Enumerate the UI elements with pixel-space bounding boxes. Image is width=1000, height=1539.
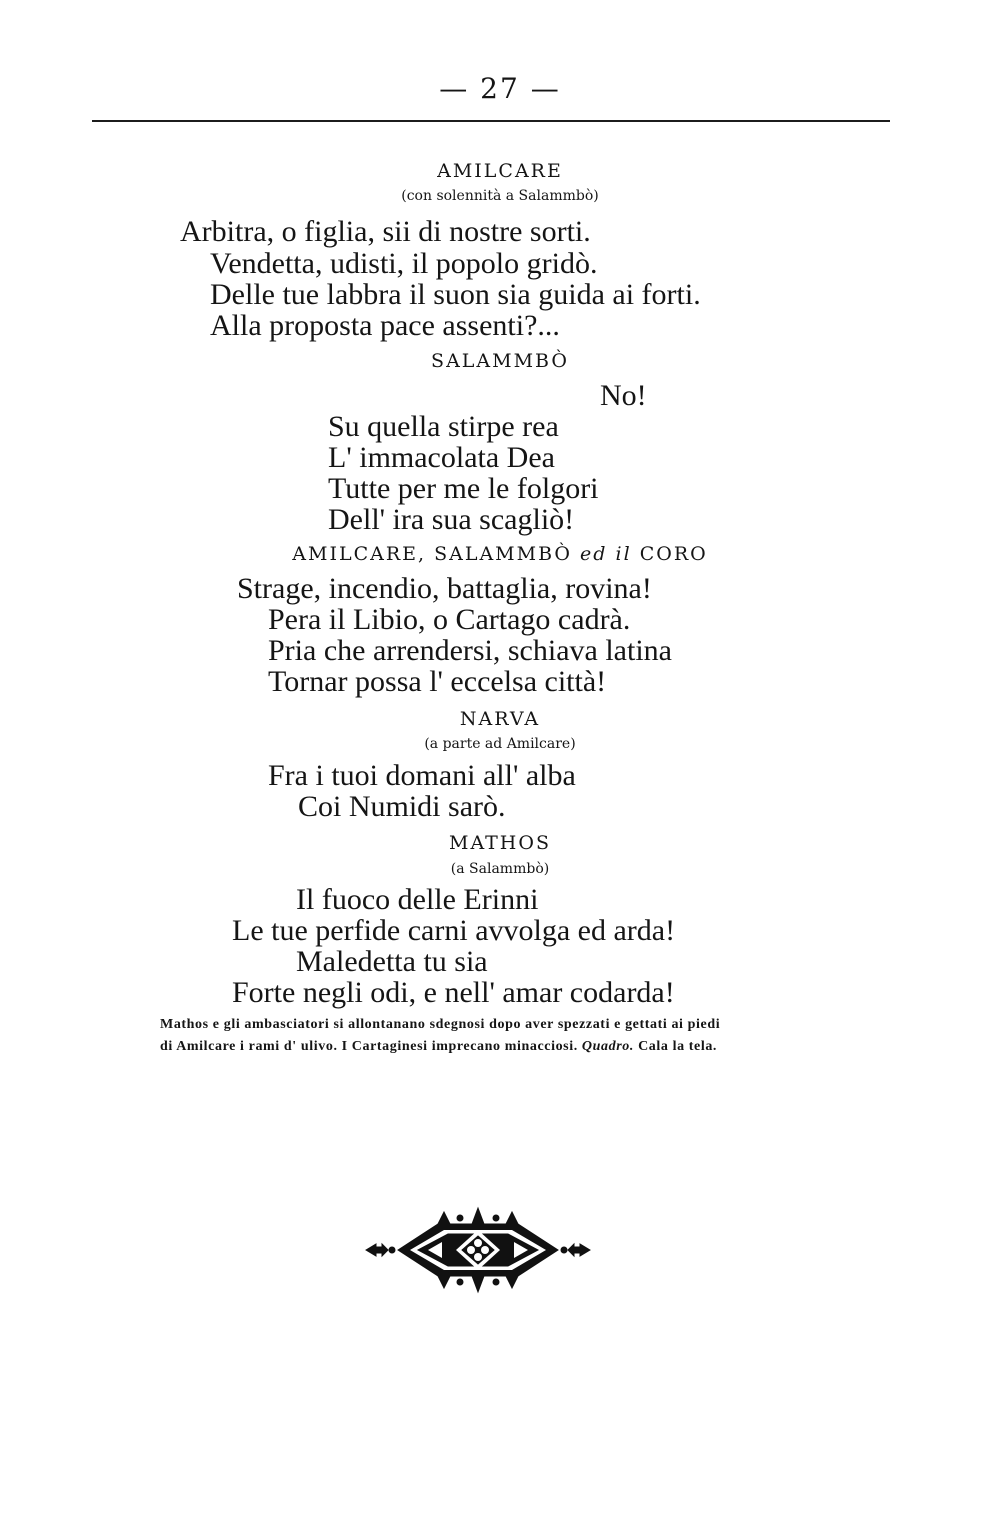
verse-line: Tornar possa l' eccelsa città! <box>268 665 607 698</box>
stage-direction-line-2 <box>160 1036 880 1058</box>
speaker-chorus <box>0 543 1000 565</box>
verse-line: Pria che arrendersi, schiava latina <box>268 634 672 667</box>
verse-line: Coi Numidi sarò. <box>298 790 506 823</box>
stage-direction-line2-start: di Amilcare i rami d' ulivo. I Cartaginesi imprecano minacciosi. <box>160 1039 578 1054</box>
direction-mathos: (a Salammbò) <box>450 861 550 877</box>
verse-line: No! <box>600 379 647 412</box>
speaker-chorus-part1: AMILCARE, SALAMMBÒ <box>292 543 572 565</box>
stage-direction-line2-end: Cala la tela. <box>638 1039 718 1054</box>
verse-line: Forte negli odi, e nell' amar codarda! <box>232 976 675 1009</box>
page-number: — 27 — <box>439 72 561 105</box>
speaker-mathos: MATHOS <box>449 832 551 854</box>
direction-amilcare: (con solennità a Salammbò) <box>401 188 599 204</box>
header-rule <box>92 120 890 122</box>
verse-line: Su quella stirpe rea <box>328 410 559 443</box>
direction-narva: (a parte ad Amilcare) <box>424 736 576 752</box>
speaker-narva: NARVA <box>459 708 541 730</box>
stage-direction <box>160 1014 880 1058</box>
speaker-salammbo: SALAMMBÒ <box>431 350 569 372</box>
verse-line: Maledetta tu sia <box>296 945 488 978</box>
verse-line: Arbitra, o figlia, sii di nostre sorti. <box>180 215 591 248</box>
verse-line: L' immacolata Dea <box>328 441 555 474</box>
verse-line: Pera il Libio, o Cartago cadrà. <box>268 603 631 636</box>
stage-direction-line2-italic: Quadro. <box>581 1039 634 1054</box>
verse-line: Le tue perfide carni avvolga ed arda! <box>232 914 676 947</box>
stage-direction-line: Mathos e gli ambasciatori si allontanano sdegnosi dopo aver spezzati e gettati ai piedi <box>160 1017 721 1032</box>
verse-line: Vendetta, udisti, il popolo gridò. <box>210 247 598 280</box>
verse-line: Alla proposta pace assenti?... <box>210 309 560 342</box>
verse-line: Strage, incendio, battaglia, rovina! <box>237 572 652 605</box>
speaker-chorus-italic: ed il <box>580 543 632 565</box>
speaker-amilcare: AMILCARE <box>437 160 563 182</box>
verse-line: Dell' ira sua scagliò! <box>328 503 575 536</box>
fleuron-ornament-icon <box>362 1200 594 1300</box>
verse-line: Fra i tuoi domani all' alba <box>268 759 576 792</box>
verse-line: Il fuoco delle Erinni <box>296 883 539 916</box>
speaker-chorus-part2: CORO <box>639 543 708 565</box>
verse-line: Delle tue labbra il suon sia guida ai forti. <box>210 278 701 311</box>
verse-line: Tutte per me le folgori <box>328 472 599 505</box>
